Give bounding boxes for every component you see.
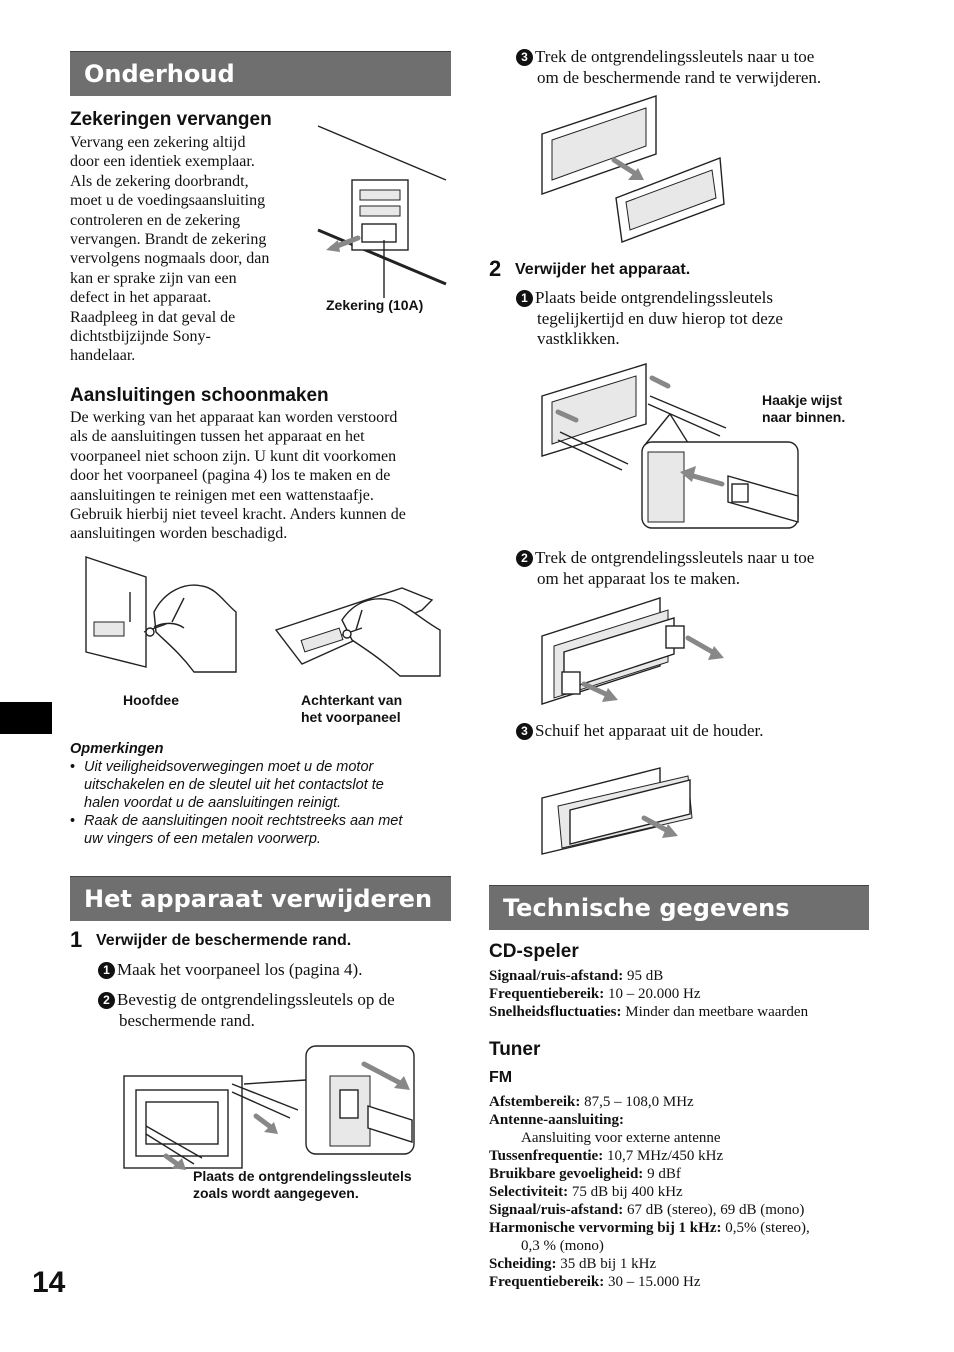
substep-2-2: 2 Trek de ontgrendelingssleutels naar u toe om het apparaat los te maken. [516, 548, 896, 589]
spec-row: Signaal/ruis-afstand: 95 dB [489, 968, 664, 984]
heading-fm: FM [489, 1069, 513, 1086]
step-circle-2: 2 [516, 550, 533, 567]
step-1-label: Verwijder de beschermende rand. [96, 932, 352, 949]
section-title-specs: Technische gegevens [489, 885, 869, 930]
step-2-label: Verwijder het apparaat. [515, 261, 691, 278]
remove-frame-illustration [540, 94, 730, 249]
spec-row: Scheiding: 35 dB bij 1 kHz [489, 1256, 657, 1272]
spec-row: Bruikbare gevoeligheid: 9 dBf [489, 1166, 681, 1182]
fuse-illustration [310, 120, 450, 300]
note-item: • Raak de aansluitingen nooit rechtstreeks aan met uw vingers of een metalen voorwerp. [70, 812, 450, 848]
spec-row: Snelheidsfluctuaties: Minder dan meetbare waarden [489, 1004, 809, 1020]
notes-heading: Opmerkingen [70, 741, 164, 757]
page-number: 14 [32, 1266, 66, 1299]
spec-row-cont: 0,3 % (mono) [521, 1238, 604, 1254]
spec-row: Afstembereik: 87,5 – 108,0 MHz [489, 1094, 694, 1110]
attach-keys-caption: Plaats de ontgrendelingssleutels zoals wordt aangegeven. [193, 1168, 412, 1201]
substep-1-1: 1 Maak het voorpaneel los (pagina 4). [98, 960, 448, 981]
step-1-number: 1 [70, 927, 83, 952]
section-title-onderhoud: Onderhoud [70, 51, 451, 96]
slide-unit-illustration [540, 766, 700, 856]
substep-2-1: 1 Plaats beide ontgrendelingssleutels tegelijkertijd en duw hierop tot deze vastklikken. [516, 288, 896, 350]
step-circle-1: 1 [516, 290, 533, 307]
clean-front-panel-illustration [272, 580, 447, 680]
fm-specs [489, 1093, 889, 1291]
spec-row: Selectiviteit: 75 dB bij 400 kHz [489, 1184, 683, 1200]
substep-2-3: 3 Schuif het apparaat uit de houder. [516, 721, 896, 742]
heading-cd-player: CD-speler [489, 941, 579, 962]
attach-keys-illustration [122, 1044, 417, 1172]
substep-1-3: 3 Trek de ontgrendelingssleutels naar u toe om de beschermende rand te verwijderen. [516, 47, 896, 88]
insert-keys-illustration [540, 356, 802, 531]
step-circle-3: 3 [516, 723, 533, 740]
spec-row: Tussenfrequentie: 10,7 MHz/450 kHz [489, 1148, 724, 1164]
connections-text: De werking van het apparaat kan worden verstoord als de aansluitingen tussen het apparaat en het voorpaneel niet schoon zijn. U kunt dit voorkomen door het voorpaneel (pagina 4) los te maken en de aansluitingen te reinigen met een wattenstaafje. Gebruik hierbij niet teveel kracht. Anders kunnen de aansluitingen worden beschadigd. [70, 409, 406, 543]
spec-row-cont: Aansluiting voor externe antenne [521, 1130, 721, 1146]
spec-row: Signaal/ruis-afstand: 67 dB (stereo), 69 dB (mono) [489, 1202, 805, 1218]
substep-1-2: 2 Bevestig de ontgrendelingssleutels op de beschermende rand. [98, 990, 448, 1031]
cd-specs [489, 967, 889, 1021]
heading-connections: Aansluitingen schoonmaken [70, 385, 329, 406]
note-item: • Uit veiligheidsoverwegingen moet u de motor uitschakelen en de sleutel uit het contactslot te halen voordat u de aansluitingen reinigt. [70, 758, 450, 812]
step-2-number: 2 [489, 256, 502, 281]
fuse-text: Vervang een zekering altijd door een identiek exemplaar. Als de zekering doorbrandt, moet u de voedingsaansluiting controleren en de zekering vervangen. Brandt de zekering vervolgens nogmaals door, dan kan er sprake zijn van een defect in het apparaat. Raadpleeg in dat geval de dichtstbijzijnde Sony- handelaar. [70, 134, 270, 365]
clean-main-unit-illustration [84, 552, 244, 677]
hook-caption: Haakje wijst naar binnen. [762, 392, 846, 425]
notes-list [70, 758, 450, 848]
clean-caption-main-unit: Hoofdee [123, 692, 179, 708]
spec-row: Frequentiebereik: 30 – 15.000 Hz [489, 1274, 701, 1290]
heading-tuner: Tuner [489, 1039, 541, 1060]
spec-row: Harmonische vervorming bij 1 kHz: 0,5% (stereo), [489, 1220, 810, 1236]
fuse-caption: Zekering (10A) [326, 297, 424, 313]
spec-row: Frequentiebereik: 10 – 20.000 Hz [489, 986, 701, 1002]
release-unit-illustration [540, 596, 730, 706]
step-circle-3: 3 [516, 49, 533, 66]
step-circle-1: 1 [98, 962, 115, 979]
clean-caption-front-panel: Achterkant van het voorpaneel [301, 692, 403, 725]
heading-fuse: Zekeringen vervangen [70, 109, 272, 130]
section-title-remove: Het apparaat verwijderen [70, 876, 451, 921]
spec-row: Antenne-aansluiting: [489, 1112, 625, 1128]
side-tab-marker [0, 702, 52, 734]
step-circle-2: 2 [98, 992, 115, 1009]
